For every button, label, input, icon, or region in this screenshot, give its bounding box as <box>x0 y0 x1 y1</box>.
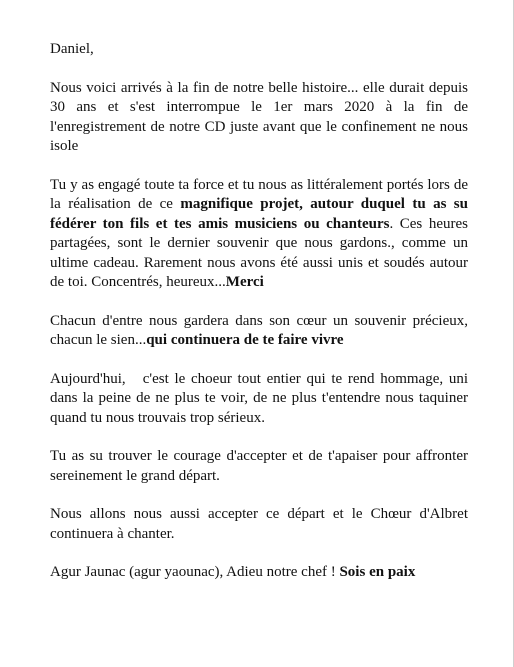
paragraph-2 <box>50 176 468 293</box>
paragraph-7 <box>50 563 468 583</box>
paragraph-6-text: Nous allons nous aussi accepter ce départ et le Chœur d'Albret continuera à chanter. <box>50 506 468 542</box>
paragraph-7-bold: Sois en paix <box>339 564 416 580</box>
paragraph-2-bold-project: magnifique projet, autour duquel tu as su fédérer ton fils et tes amis musiciens ou chanteurs <box>50 196 468 232</box>
paragraph-5-text: Tu as su trouver le courage d'accepter et de t'apaiser pour affronter sereinement le grand départ. <box>50 448 468 484</box>
paragraph-4-text: Aujourd'hui, c'est le choeur tout entier qui te rend hommage, uni dans la peine de ne plus te voir, de ne plus t'entendre nous taquiner quand tu nous trouvais trop sérieux. <box>50 370 472 426</box>
paragraph-3-bold: qui continuera de te faire vivre <box>146 332 344 348</box>
paragraph-1-text: Nous voici arrivés à la fin de notre belle histoire... elle durait depuis 30 ans et s'est interrompue le 1er mars 2020 à la fin de l'enregistrement de notre CD juste avant que le confinement ne nous isole <box>50 79 468 154</box>
paragraph-2-bold-merci: Merci <box>225 274 264 290</box>
paragraph-3-text-start: Chacun d'entre nous gardera dans son cœur un souvenir précieux, chacun le sien... <box>50 312 468 348</box>
letter-body <box>50 40 472 583</box>
paragraph-2-text-start: Tu y as engagé toute ta force et tu nous as littéralement portés lors de la réalisation de ce <box>50 176 468 212</box>
paragraph-1 <box>50 79 468 157</box>
salutation <box>50 40 468 60</box>
paragraph-7-text: Agur Jaunac (agur yaounac), Adieu notre chef ! <box>50 564 340 580</box>
paragraph-3 <box>50 312 468 351</box>
paragraph-4 <box>50 370 472 429</box>
paragraph-2-text-middle: . Ces heures partagées, sont le dernier souvenir que nous gardons., comme un ultime cadeau. Rarement nous avons été aussi unis et soudés autour de toi. Concentrés, heureux... <box>50 215 468 290</box>
paragraph-6 <box>50 505 468 544</box>
paragraph-5 <box>50 447 468 486</box>
salutation-text: Daniel, <box>50 41 94 57</box>
